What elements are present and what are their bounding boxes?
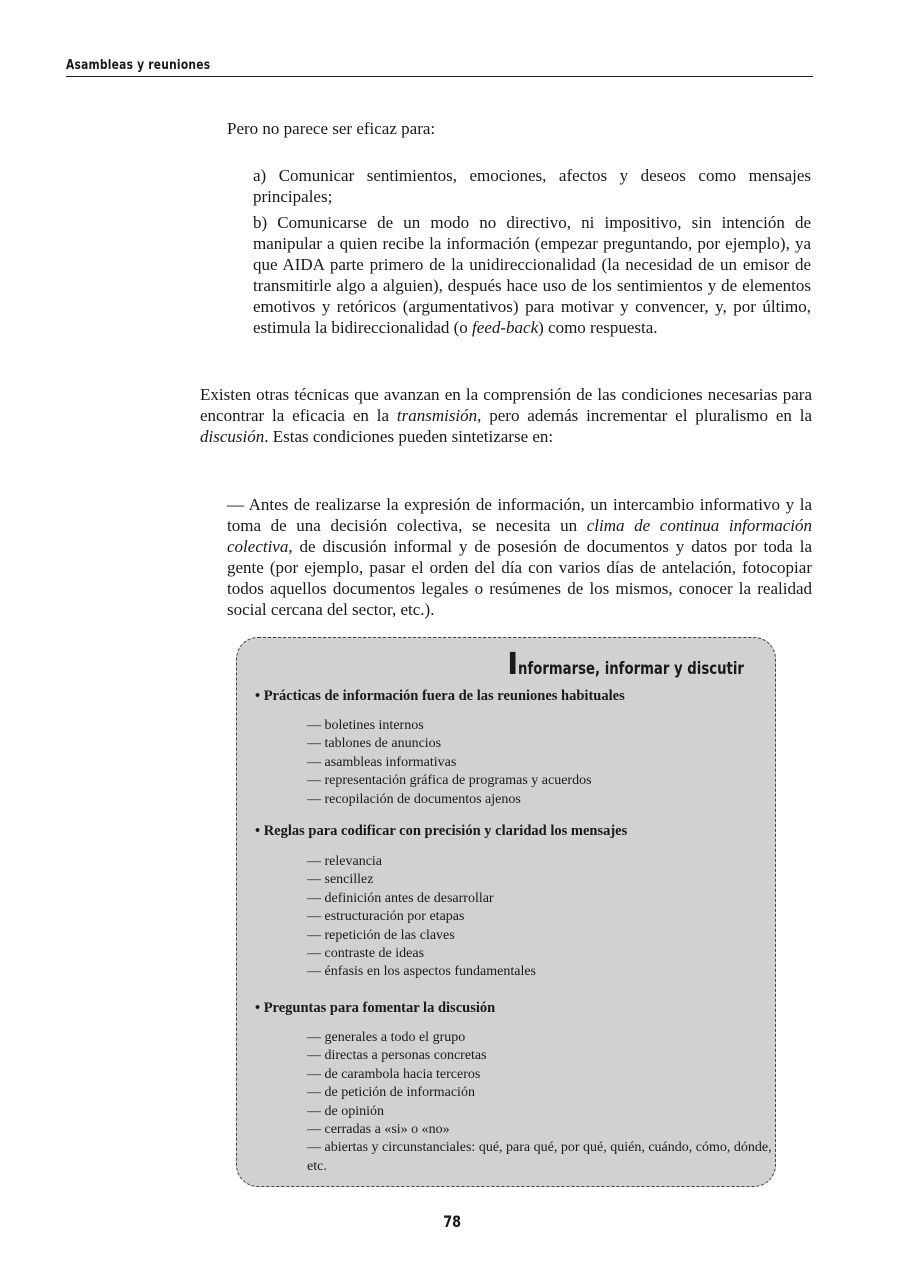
- intro-line: Pero no parece ser eficaz para:: [227, 119, 436, 138]
- list-item: — repetición de las claves: [307, 927, 455, 943]
- list-item: — tablones de anuncios: [307, 736, 442, 752]
- page-number: 78: [443, 1212, 462, 1231]
- body-paragraph: Existen otras técnicas que avanzan en la comprensión de las condiciones necesarias para encontrar la eficacia en la transmisión, pero además incrementar el pluralismo en la discusión. Estas condiciones pueden sintetizarse en:: [200, 385, 813, 446]
- list-item: — contraste de ideas: [307, 946, 425, 962]
- italic-term: transmisión: [396, 406, 478, 425]
- section-list: [307, 1029, 772, 1176]
- italic-term: feed-back: [472, 318, 539, 337]
- section-heading: • Prácticas de información fuera de las reuniones habituales: [255, 688, 625, 704]
- list-item-b: b) Comunicarse de un modo no directivo, ni impositivo, sin intención de manipular a quien recibe la información (empezar preguntando, por ejemplo), ya que AIDA parte primero de la unidireccionalidad (la necesidad de un emisor de transmitirle algo a alguien), después hace uso de los sentimientos y de elementos emotivos y retóricos (argumentativos) para motivar y convencer, y, por último, estimula la bidireccionalidad (o feed-back) como respuesta.: [253, 213, 811, 337]
- list-item: — estructuración por etapas: [307, 909, 465, 925]
- list-item: — directas a personas concretas: [307, 1048, 487, 1064]
- list-item: — énfasis en los aspectos fundamentales: [307, 964, 536, 980]
- list-item: — cerradas a «si» o «no»: [307, 1122, 450, 1138]
- dash-paragraph: — Antes de realizarse la expresión de información, un intercambio informativo y la toma de una decisión colectiva, se necesita un clima de continua información colectiva, de discusión informal y de posesión de documentos y datos por toda la gente (por ejemplo, pasar el orden del día con varios días de antelación, fotocopiar todos aquellos documentos legales o resúmenes de los mismos, conocer la realidad social cercana del sector, etc.).: [227, 495, 812, 619]
- list-item: — relevancia: [307, 854, 383, 869]
- list-item: — abiertas y circunstanciales: qué, para qué, por qué, quién, cuándo, cómo, dónde, etc.: [307, 1140, 772, 1174]
- list-item: — de opinión: [307, 1103, 384, 1119]
- list-item: — definición antes de desarrollar: [307, 890, 494, 906]
- list-item: — representación gráfica de programas y acuerdos: [307, 773, 592, 789]
- list-item: — de petición de información: [307, 1085, 475, 1101]
- italic-term: discusión: [200, 427, 265, 446]
- info-box: [236, 637, 776, 1187]
- section-list: [307, 717, 772, 809]
- section-heading: • Preguntas para fomentar la discusión: [255, 1000, 496, 1016]
- list-item: — recopilación de documentos ajenos: [307, 791, 521, 807]
- section-heading: • Reglas para codificar con precisión y claridad los mensajes: [255, 823, 628, 839]
- list-item: — asambleas informativas: [307, 754, 457, 770]
- list-item-a: a) Comunicar sentimientos, emociones, afectos y deseos como mensajes principales;: [253, 166, 811, 206]
- running-header: [66, 56, 813, 77]
- list-item: — boletines internos: [307, 718, 424, 733]
- italic-term: clima de continua información colectiva: [227, 516, 812, 556]
- header-title: Asambleas y reuniones: [66, 58, 211, 73]
- list-item: — de carambola hacia terceros: [307, 1066, 481, 1082]
- list-item: — generales a todo el grupo: [307, 1030, 466, 1045]
- box-title: Informarse, informar y discutir: [507, 647, 745, 682]
- section-list: [307, 853, 772, 982]
- list-item: — sencillez: [307, 872, 374, 888]
